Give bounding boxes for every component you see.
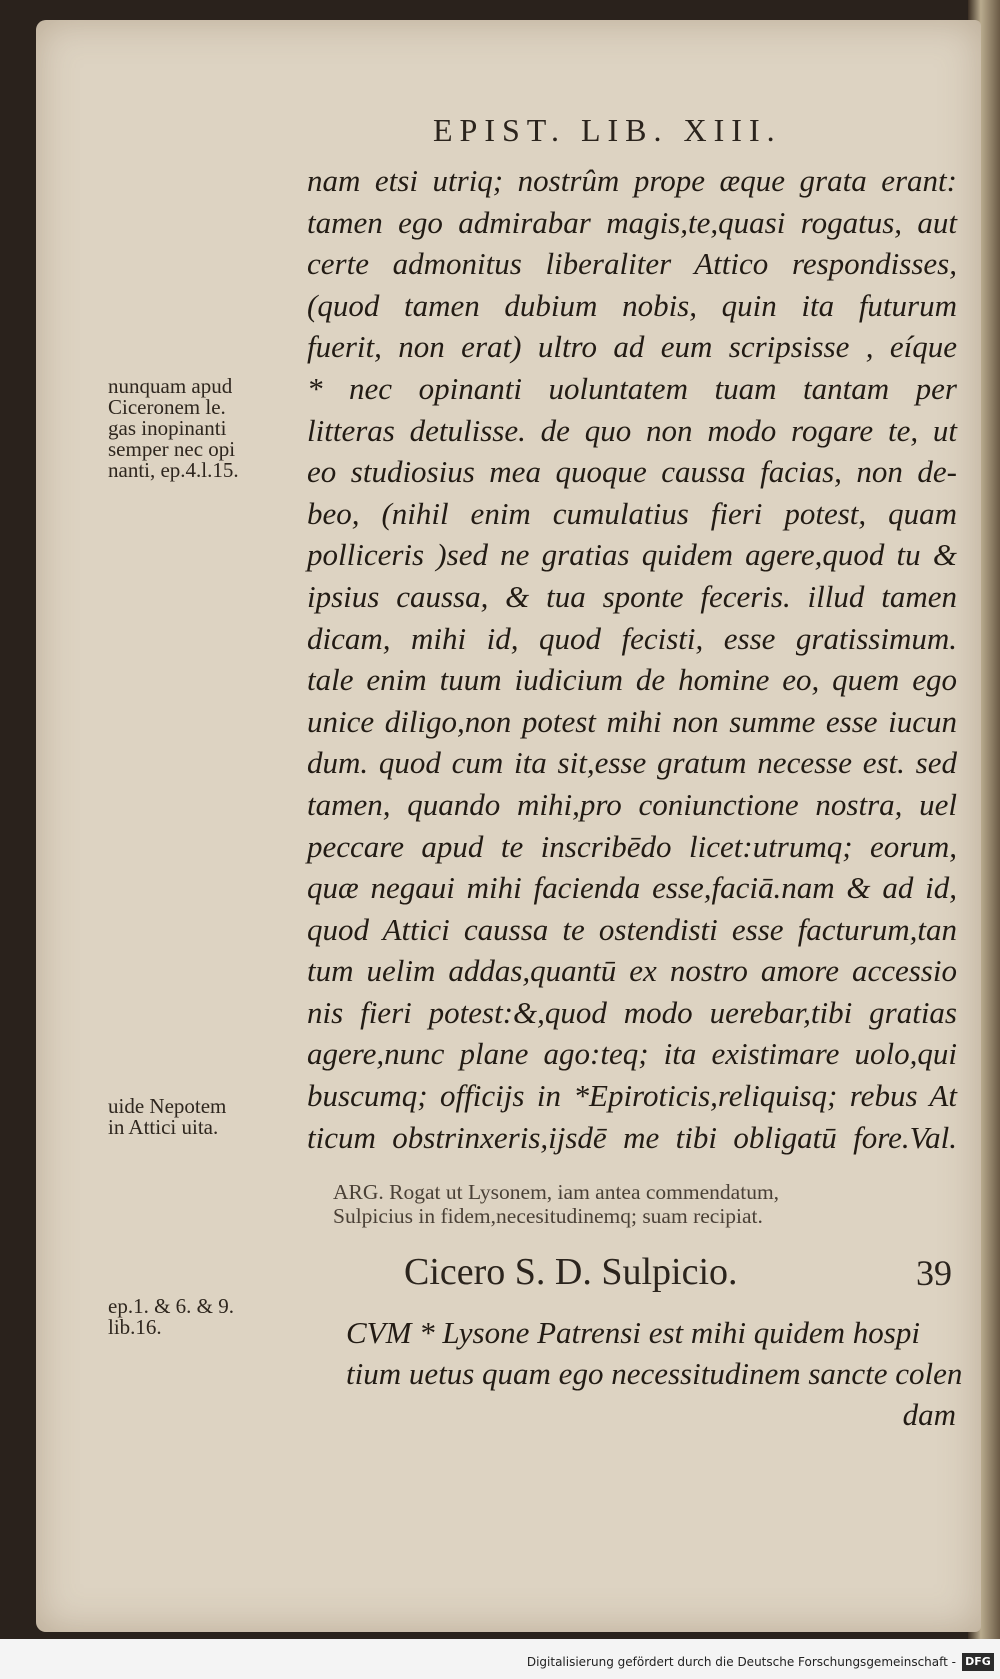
text-line: buscumq; officijs in *Epiroticis,reliquisq; rebus At xyxy=(307,1078,957,1114)
text-line: dicam, mihi id, quod fecisti, esse gratissimum. xyxy=(307,620,957,656)
text-line: tum uelim addas,quantū ex nostro amore accessio xyxy=(307,953,957,989)
text-line: quæ negaui mihi facienda esse,faciā.nam & ad id, xyxy=(307,870,957,906)
text-line: litteras detulisse. de quo non modo rogare te, ut xyxy=(307,412,957,448)
text-line: unice diligo,non potest mihi non summe esse iucun xyxy=(307,703,957,739)
margin-note-line: semper nec opi xyxy=(108,437,236,461)
letter-text-block xyxy=(346,1312,963,1435)
text-line: dum. quod cum ita sit,esse gratum necesse est. sed xyxy=(307,745,957,781)
main-text-block xyxy=(307,160,957,1158)
text-line: fuerit, non erat) ultro ad eum scripsisse , eíque xyxy=(307,329,957,365)
text-line: ticum obstrinxeris,ijsdē me tibi obligatū fore.Val. xyxy=(307,1119,957,1155)
text-line: ipsius caussa, & tua sponte feceris. illud tamen xyxy=(307,578,957,614)
text-line: tamen, quando mihi,pro coniunctione nostra, uel xyxy=(307,786,957,822)
text-line: nam etsi utriq; nostrûm prope æque grata erant: xyxy=(307,163,957,198)
running-head: EPIST. LIB. XIII. xyxy=(433,112,782,148)
text-line: eo studiosius mea quoque caussa facias, non de- xyxy=(307,454,957,490)
text-line: quod Attici caussa te ostendisti esse facturum,tan xyxy=(307,911,957,947)
text-line: nis fieri potest:&,quod modo uerebar,tibi gratias xyxy=(307,994,957,1030)
margin-note-line: gas inopinanti xyxy=(108,416,227,440)
text-line: peccare apud te inscribēdo licet:utrumq; eorum, xyxy=(307,828,957,864)
margin-note-line: lib.16. xyxy=(108,1315,162,1339)
digitization-footer xyxy=(0,1639,1000,1679)
margin-note-line: uide Nepotem xyxy=(108,1094,227,1118)
letter-line: CVM * Lysone Patrensi est mihi quidem hospi xyxy=(346,1315,920,1350)
margin-note-line: in Attici uita. xyxy=(108,1115,219,1139)
text-line: (quod tamen dubium nobis, quin ita futurum xyxy=(307,287,957,323)
argument-line: Sulpicius in fidem,necesitudinemq; suam recipiat. xyxy=(333,1204,763,1228)
margin-note-line: nanti, ep.4.l.15. xyxy=(108,458,239,482)
footer-credit: Digitalisierung gefördert durch die Deutsche Forschungsgemeinschaft - xyxy=(526,1655,956,1669)
text-line: tamen ego admirabar magis,te,quasi rogatus, aut xyxy=(307,204,957,240)
text-line: polliceris )sed ne gratias quidem agere,quod tu & xyxy=(307,537,957,573)
text-line: beo, (nihil enim cumulatius fieri potest, quam xyxy=(307,495,957,531)
text-line: tale enim tuum iudicium de homine eo, quem ego xyxy=(307,662,957,698)
catchword: dam xyxy=(902,1397,956,1432)
margin-note-nec-opinanti xyxy=(108,376,298,481)
letter-argument xyxy=(333,1180,953,1228)
letter-heading: Cicero S. D. Sulpicio. xyxy=(404,1251,738,1293)
text-line: certe admonitus liberaliter Attico respondisses, xyxy=(307,246,957,282)
margin-note-line: ep.1. & 6. & 9. xyxy=(108,1294,234,1318)
dfg-logo: DFG xyxy=(962,1653,994,1671)
margin-note-nepos xyxy=(108,1096,298,1138)
letter-number: 39 xyxy=(916,1253,952,1293)
text-line: agere,nunc plane ago:teq; ita existimare uolo,qui xyxy=(307,1036,957,1072)
letter-line: tium uetus quam ego necessitudinem sancte colen xyxy=(346,1356,963,1391)
margin-note-line: nunquam apud xyxy=(108,374,233,398)
argument-line: ARG. Rogat ut Lysonem, iam antea commendatum, xyxy=(333,1180,780,1204)
margin-note-line: Ciceronem le. xyxy=(108,395,226,419)
margin-note-epistulae-ref xyxy=(108,1296,298,1338)
text-line: * nec opinanti uoluntatem tuam tantam per xyxy=(307,370,957,406)
